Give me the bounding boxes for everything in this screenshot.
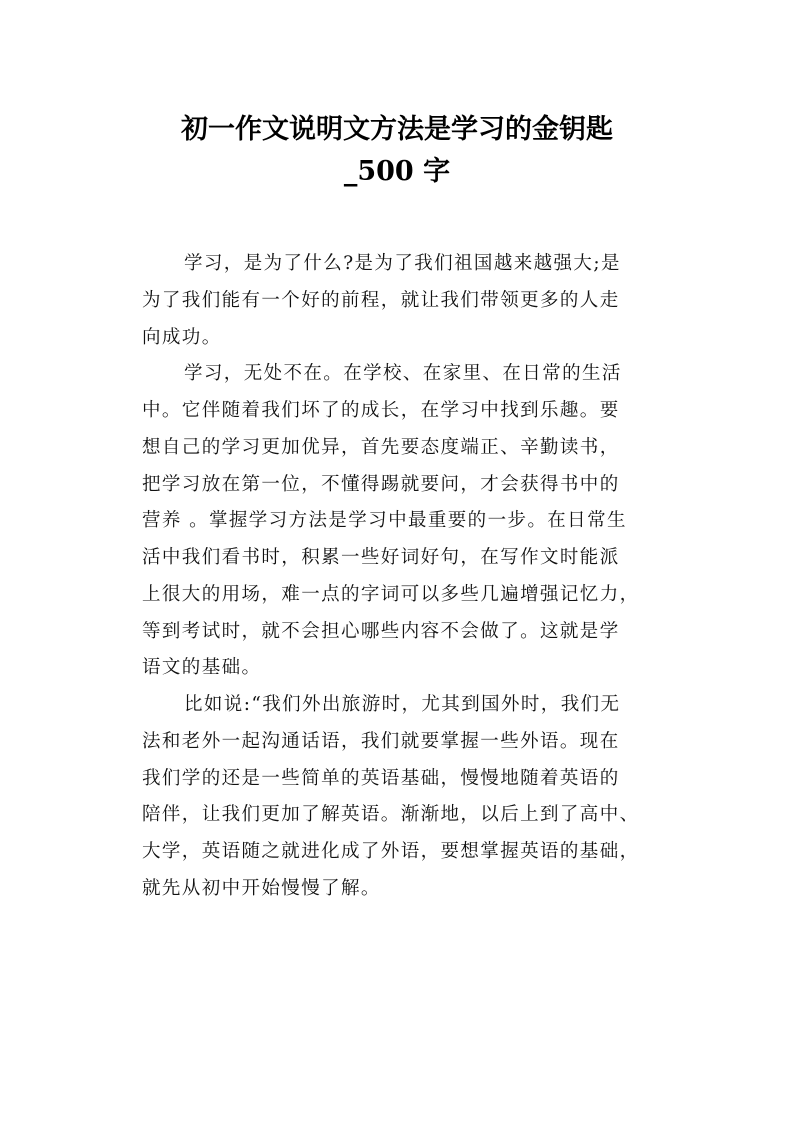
paragraph-3-line-2: 法和老外一起沟通话语，我们就要掌握一些外语。现在 [142, 730, 620, 752]
paragraph-2-line-5: 营养 。掌握学习方法是学习中最重要的一步。在日常生 [142, 510, 627, 532]
paragraph-3-line-1: 比如说:“我们外出旅游时，尤其到国外时，我们无 [184, 694, 621, 715]
paragraph-3-line-3: 我们学的还是一些简单的英语基础，慢慢地随着英语的 [142, 767, 620, 789]
paragraph-2-line-6: 活中我们看书时，积累一些好词好句，在写作文时能派 [142, 547, 620, 568]
paragraph-2-line-2: 中。它伴随着我们坏了的成长，在学习中找到乐趣。要 [142, 400, 620, 421]
document-title-line-1: 初一作文说明文方法是学习的金钥匙 [181, 114, 613, 145]
paragraph-1-line-3: 向成功。 [142, 326, 222, 348]
paragraph-2-line-9: 语文的基础。 [142, 657, 262, 679]
paragraph-2-line-3: 想自己的学习更加优异，首先要态度端正、辛勤读书， [142, 436, 620, 458]
document-body [142, 246, 682, 908]
paragraph-3-line-4: 陪伴，让我们更加了解英语。渐渐地，以后上到了高中、 [142, 804, 640, 826]
paragraph-2-line-7: 上很大的用场，难一点的字词可以多些几遍增强记忆力， [142, 583, 640, 605]
paragraph-3-line-6: 就先从初中开始慢慢了解。 [142, 877, 381, 899]
document-title-line-2: _500 字 [343, 156, 451, 187]
paragraph-1-line-1: 学习，是为了什么?是为了我们祖国越来越强大;是 [184, 253, 621, 274]
paragraph-1-line-2: 为了我们能有一个好的前程，就让我们带领更多的人走 [142, 289, 620, 311]
paragraph-2-line-8: 等到考试时，就不会担心哪些内容不会做了。这就是学 [142, 620, 620, 642]
paragraph-2-line-1: 学习，无处不在。在学校、在家里、在日常的生活 [184, 363, 622, 385]
paragraph-2-line-4: 把学习放在第一位，不懂得踢就要问，才会获得书中的 [142, 473, 620, 495]
paragraph-3-line-5: 大学，英语随之就进化成了外语，要想掌握英语的基础， [142, 841, 640, 862]
